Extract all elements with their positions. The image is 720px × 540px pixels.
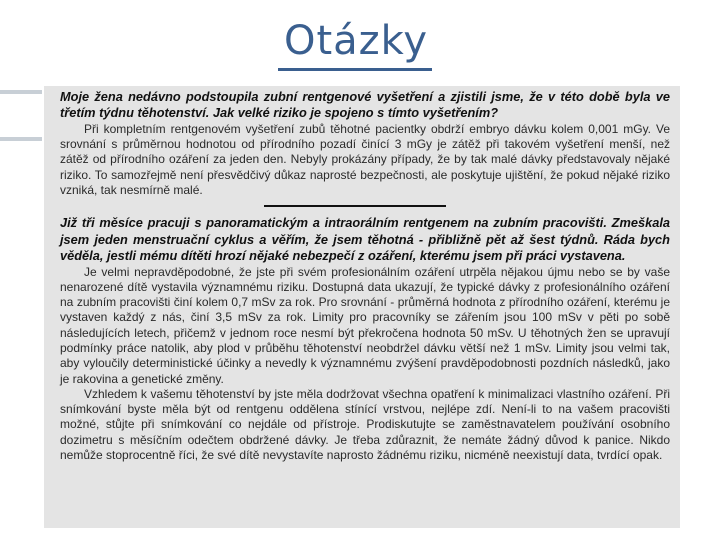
- slide-title: Otázky: [283, 18, 429, 64]
- answer-2-paragraph-1: [60, 265, 670, 387]
- left-accent-bar: [0, 137, 42, 141]
- answer-2-text-2: Vzhledem k vašemu těhotenství by jste měla dodržovat všechna opatření k minimalizaci vlastního ozáření. Při snímkování byste měla být od rentgenu oddělena stínící vrstvou, nejlépe zdí. Není-li to na vašem pracovišti možné, stůjte při snímkování co nejdále od přístroje. Prodiskutujte se zaměstnavatelem používání osobního dozimetru s měsíčním odečtem obdržené dávky. Je třeba zdůraznit, že nemáte žádný důvod k panice. Nikdo nemůže stoprocentně říci, že své dítě nevystavíte naprosto žádnému riziku, nicméně neexistují data, tvrdící opak.: [60, 386, 670, 463]
- answer-2-paragraph-2: [60, 387, 670, 463]
- answer-2-text-1: Je velmi nepravděpodobné, že jste při svém profesionálním ozáření utrpěla nějakou újmu nebo se by vaše nenarozené dítě vystavila významnému riziku. Dostupná data ukazují, že typické dávky z profesionálního ozáření na zubním pracovišti činí kolem 0,7 mSv za rok. Pro srovnání - průměrná hodnota z přírodního ozáření, kterému je vystaven každý z nás, činí 3,5 mSv za rok. Limity pro pracovníky se zářením jsou 100 mSv v pěti po sobě následujících letech, přičemž v jednom roce nesmí být překročena hodnota 50 mSv. U těhotných žen se upravují podmínky práce natolik, aby plod v průběhu těhotenství neobdržel dávku větší než 1 mSv. Limity jsou velmi tak, aby vyloučily deterministické účinky a nevedly k významnému zvýšení pravděpodobnosti pozdních následků, jako je rakovina a genetické změny.: [60, 264, 670, 386]
- answer-1-text: Při kompletním rentgenovém vyšetření zubů těhotné pacientky obdrží embryo dávku kolem 0,001 mGy. Ve srovnání s průměrnou hodnotou od přírodního pozadí činící 3 mGy je zátěž při takovém vyšetření menší, než zátěž od přírodního ozáření za jeden den. Nebyly prokázány případy, že by tak malé dávky představovaly nějaké riziko. To samozřejmě není přesvědčivý důkaz naprosté bezpečnosti, ale poskytuje ujištění, že pokud nějaké riziko vzniká, tak nesmírně malé.: [60, 121, 670, 197]
- left-accent-bar: [0, 90, 42, 94]
- question-2: Již tři měsíce pracuji s panoramatickým a intraorálním rentgenem na zubním pracovišti. Zmeškala jsem jeden menstruační cyklus a věřím, že jsem těhotná - přibližně pět až šest týdnů. Ráda bych věděla, jestli mému dítěti hrozí nějaké nebezpečí z ozáření, kterému jsem při práci vystavena.: [60, 215, 670, 264]
- question-1: Moje žena nedávno podstoupila zubní rentgenové vyšetření a zjistili jsme, že v této době byla ve třetím týdnu těhotenství. Jak velké riziko je spojeno s tímto vyšetřením?: [60, 89, 670, 121]
- answer-1: [60, 122, 670, 198]
- section-divider: [264, 205, 446, 207]
- title-underline: [278, 68, 432, 71]
- scanned-text-image: [44, 86, 680, 528]
